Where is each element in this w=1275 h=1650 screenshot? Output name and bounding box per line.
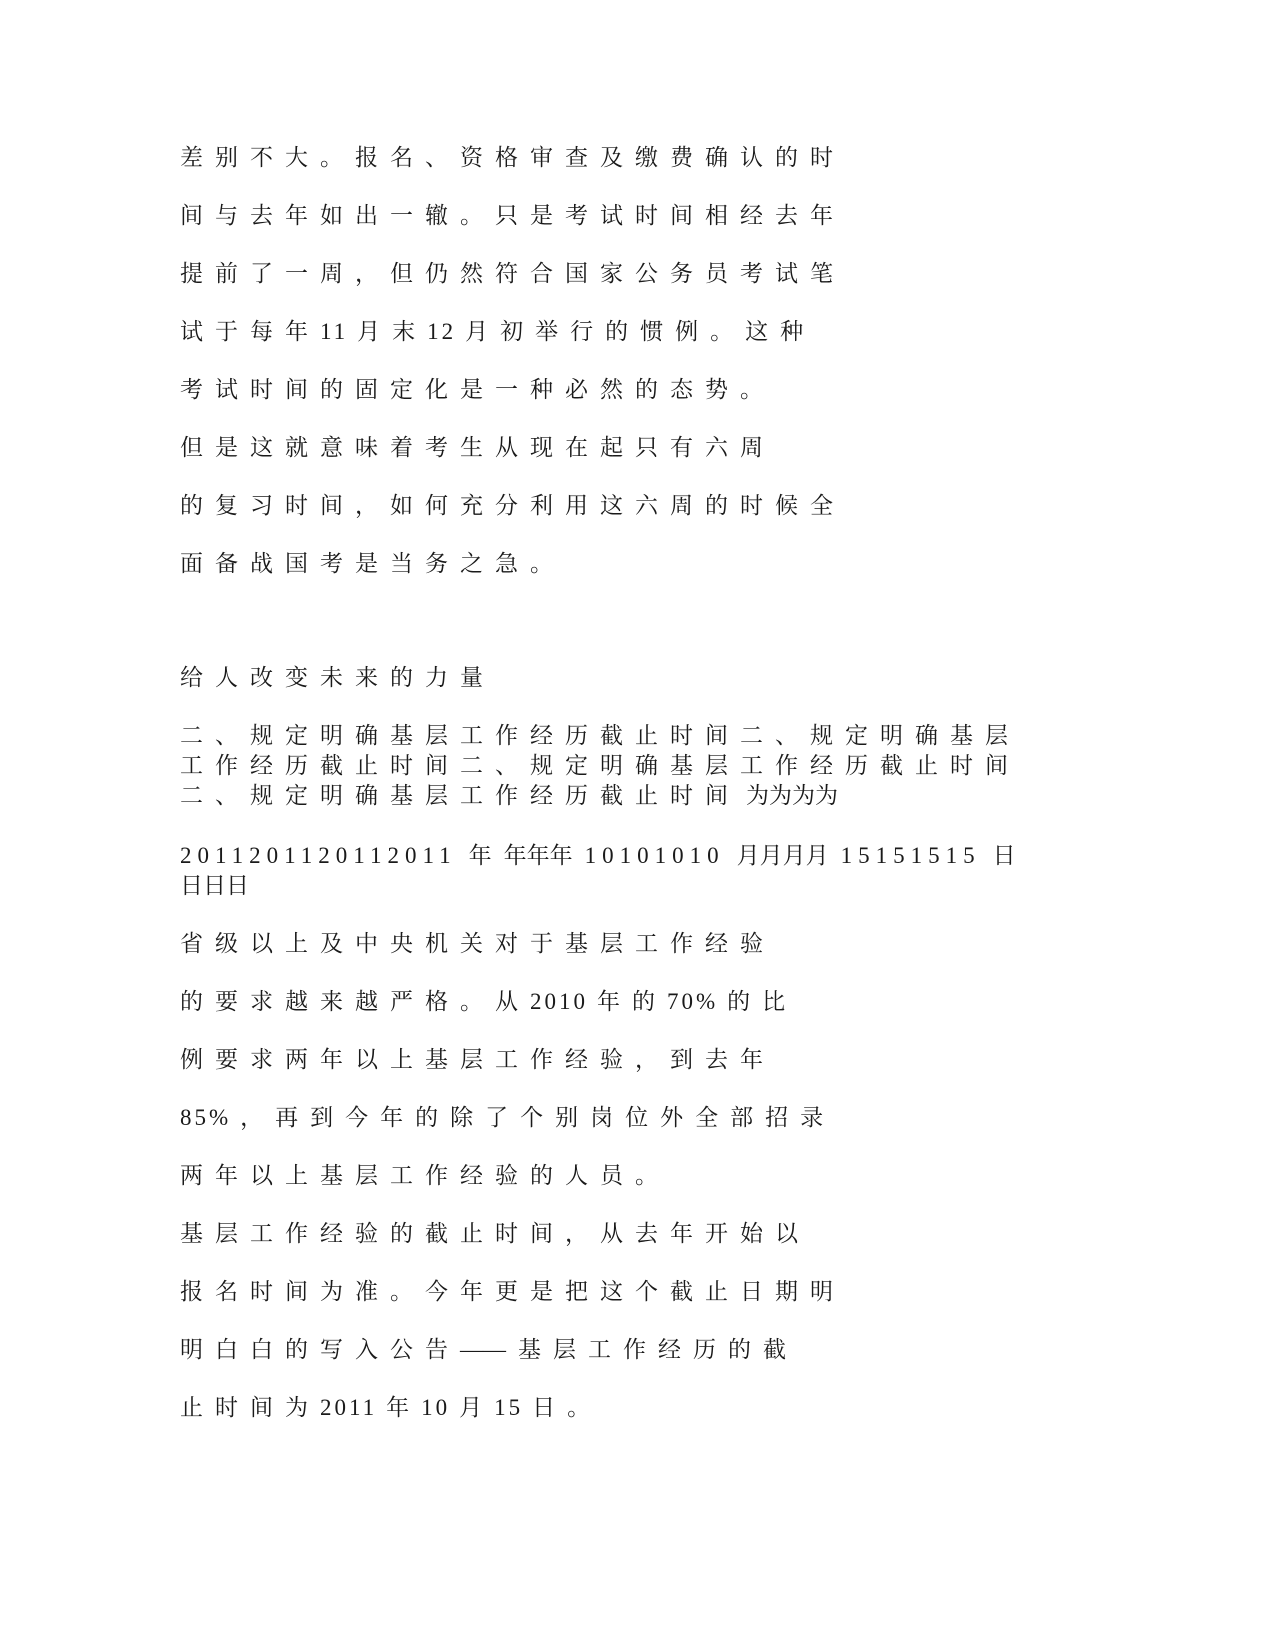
day-char: 日 <box>992 843 1028 868</box>
text-line: 止时间为2011 年10 月15 日。 <box>180 1395 603 1420</box>
month-digits: 10101010 <box>584 843 725 868</box>
text-line: 例要求两年以上基层工作经验，到去年 <box>180 1047 775 1072</box>
number-run: 2011 <box>320 1395 378 1420</box>
text-line: 的要求越来越严格。从2010 年的70% 的比 <box>180 989 798 1014</box>
text-line: 面备战国考是当务之急。 <box>180 551 565 576</box>
text-line: 报名时间为准。今年更是把这个截止日期明 <box>180 1279 845 1304</box>
year-char: 年 <box>468 843 504 868</box>
number-run: 15 <box>494 1395 524 1420</box>
paragraph <box>180 129 845 593</box>
number-run: 70% <box>667 989 719 1014</box>
text-line: 明白白的写入公告—— 基层工作经历的截 <box>180 1337 798 1362</box>
text-line: 提前了一周，但仍然符合国家公务员考试笔 <box>180 261 845 286</box>
paragraph <box>180 915 845 1437</box>
text-line: 差别不大。报名、资格审查及缴费确认的时 <box>180 145 845 170</box>
date-line <box>180 841 1028 901</box>
text-line: 两年以上基层工作经验的人员。 <box>180 1163 670 1188</box>
number-run: 12 <box>427 319 457 344</box>
year-repeat: 年年年 <box>503 843 573 868</box>
day-repeat: 日日日 <box>180 873 249 898</box>
text-line: 基层工作经验的截止时间，从去年开始以 <box>180 1221 810 1246</box>
date-line-row <box>180 841 1028 871</box>
section-title-line: 二、规定明确基层工作经历截止时间二、规定明确基层 <box>180 723 1020 748</box>
text-line: 85% ，再到今年的除了个别岗位外全部招录 <box>180 1105 836 1130</box>
day-digits: 15151515 <box>840 843 981 868</box>
section-title-line <box>180 781 1020 811</box>
section-title-line: 工作经历截止时间二、规定明确基层工作经历截止时间 <box>180 753 1020 778</box>
number-run: 2010 <box>530 989 588 1014</box>
section-title <box>180 721 1020 811</box>
date-line-row <box>180 871 1028 901</box>
section-title-trailing: 为为为为 <box>746 783 838 808</box>
text-line: 间与去年如出一辙。只是考试时间相经去年 <box>180 203 845 228</box>
dash-run: —— <box>460 1337 506 1362</box>
number-run: 85% <box>180 1105 232 1130</box>
text-line: 但是这就意味着考生从现在起只有六周 <box>180 435 775 460</box>
section-heading: 给人改变未来的力量 <box>180 665 495 690</box>
text-line: 省级以上及中央机关对于基层工作经验 <box>180 931 775 956</box>
year-digits: 2011201120112011 <box>180 843 457 868</box>
number-run: 10 <box>421 1395 451 1420</box>
text-line: 考试时间的固定化是一种必然的态势。 <box>180 377 775 402</box>
text-line: 的复习时间，如何充分利用这六周的时候全 <box>180 493 845 518</box>
number-run: 11 <box>320 319 349 344</box>
text-line: 试于每年11 月末12 月初举行的惯例。这种 <box>180 319 816 344</box>
section-title-text: 二、规定明确基层工作经历截止时间 <box>180 783 740 808</box>
section-heading-block <box>180 649 495 707</box>
month-repeat: 月月月月 <box>736 843 829 868</box>
